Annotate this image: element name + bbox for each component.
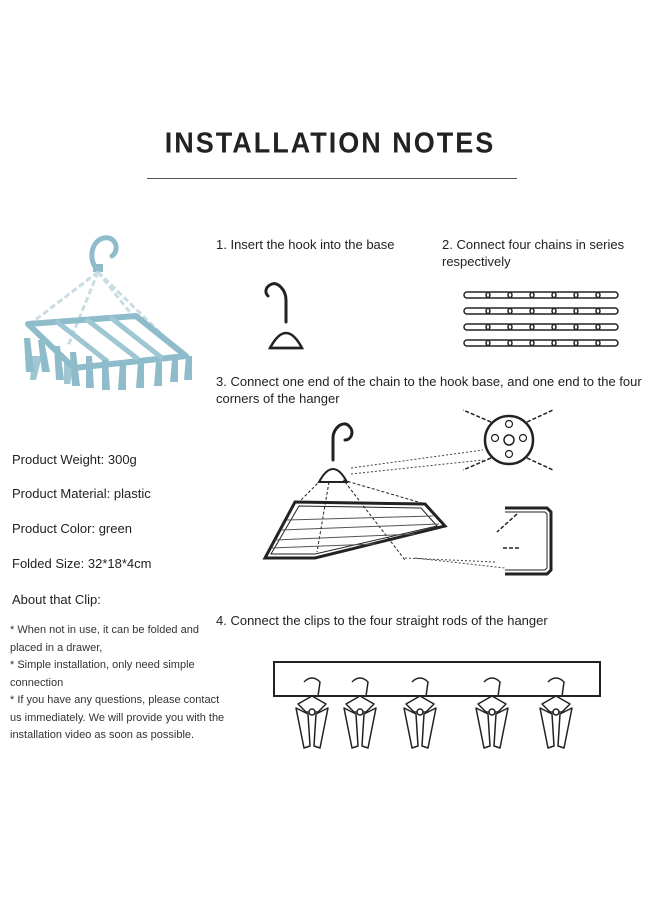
chains-icon: [462, 290, 622, 352]
step-4-text: 4. Connect the clips to the four straight rods of the hanger: [216, 613, 548, 628]
hook-icon: [258, 278, 318, 354]
page-title: INSTALLATION NOTES: [164, 127, 496, 159]
spec-color: Product Color: green: [12, 521, 132, 536]
step-1-text: 1. Insert the hook into the base: [216, 237, 395, 252]
spec-material: Product Material: plastic: [12, 486, 151, 501]
note-contact: * If you have any questions, please contact us immediately. We will provide you with the installation video as soon as possible.: [10, 694, 225, 741]
step-3-text: 3. Connect one end of the chain to the hook base, and one end to the four corners of the hanger: [216, 374, 642, 406]
spec-folded-size: Folded Size: 32*18*4cm: [12, 556, 152, 571]
step-2-text: 2. Connect four chains in series respectively: [442, 237, 625, 269]
spec-weight: Product Weight: 300g: [12, 452, 137, 467]
note-fold: * When not in use, it can be folded and placed in a drawer,: [10, 624, 199, 654]
clips-diagram: [272, 660, 604, 760]
clip-heading: About that Clip:: [12, 592, 101, 607]
note-install: * Simple installation, only need simple connection: [10, 659, 195, 689]
product-hanger-image: [8, 228, 198, 418]
title-divider: [147, 178, 517, 179]
assembly-diagram: [255, 408, 655, 583]
